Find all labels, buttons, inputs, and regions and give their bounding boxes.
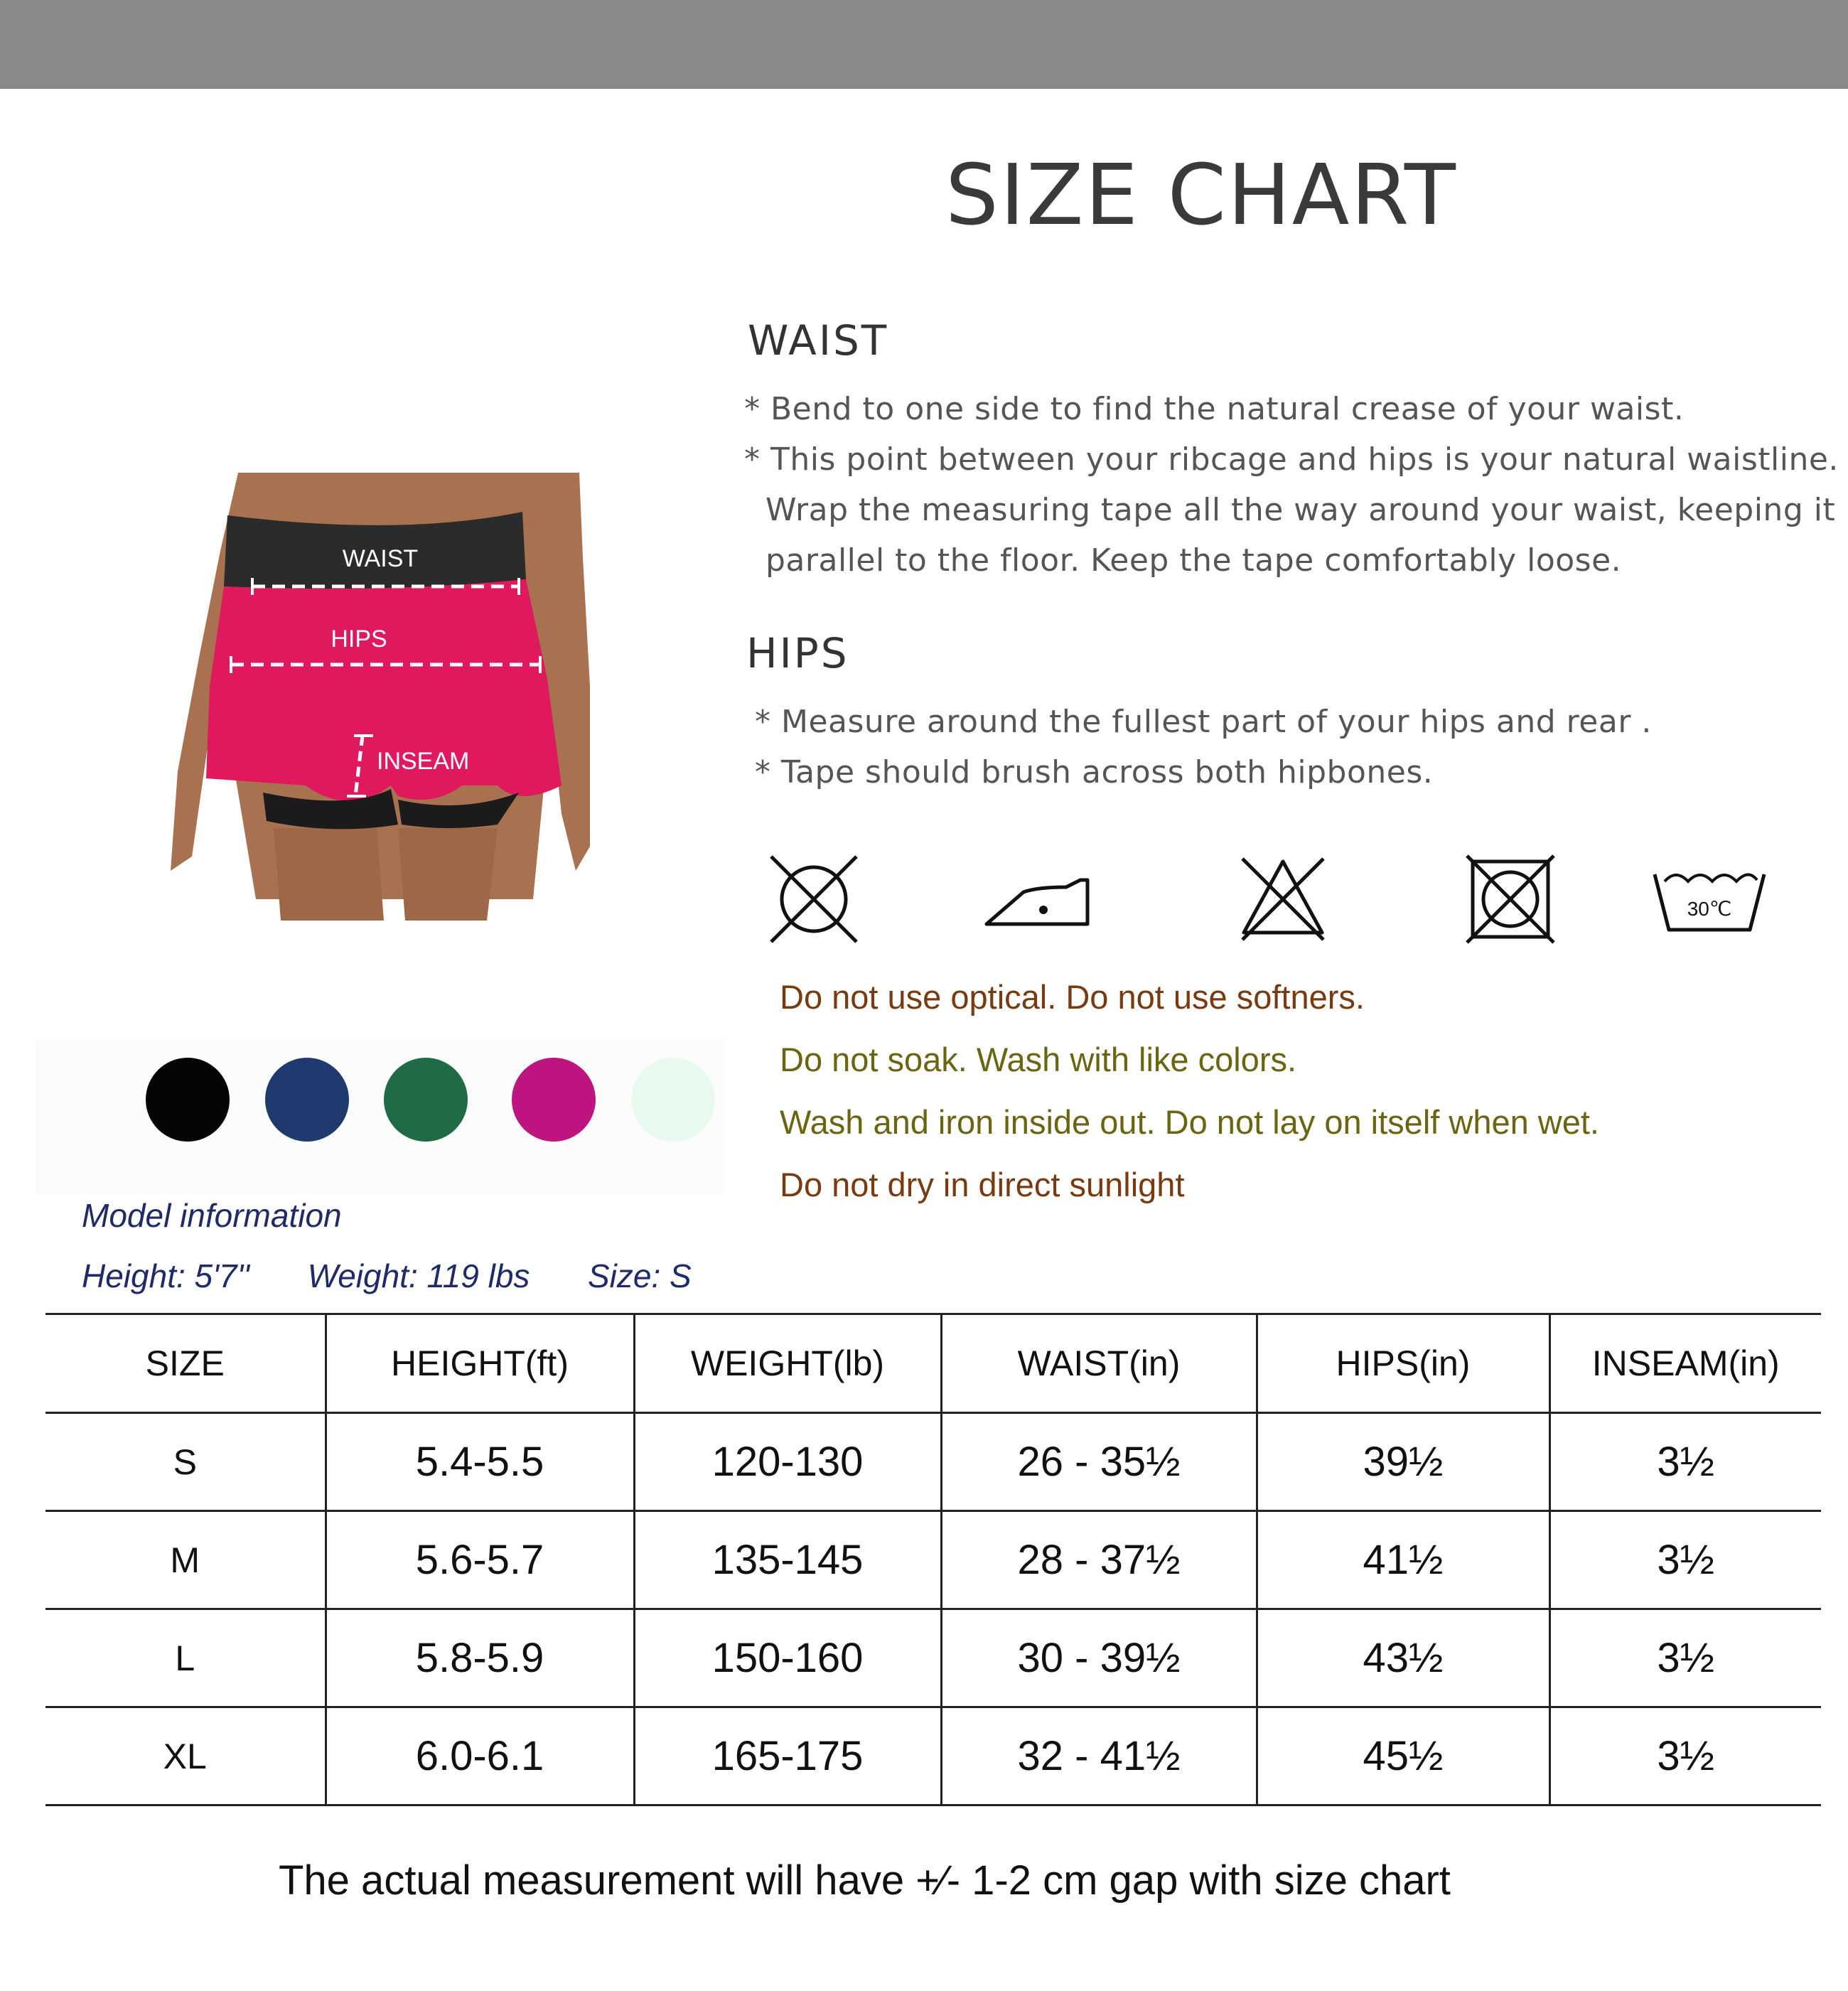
hips-line: * Tape should brush across both hipbones. bbox=[755, 754, 1434, 790]
page-title: SIZE CHART bbox=[945, 146, 1457, 244]
waist-heading: WAIST bbox=[748, 316, 889, 365]
do-not-bleach-icon bbox=[1237, 853, 1329, 945]
table-cell: M bbox=[45, 1511, 326, 1609]
waist-line: * This point between your ribcage and hips is your natural waistline. bbox=[744, 441, 1839, 478]
table-row bbox=[45, 1707, 1821, 1805]
right-leg bbox=[398, 828, 498, 921]
care-line-2: Do not soak. Wash with like colors. bbox=[780, 1041, 1297, 1078]
care-icons-row bbox=[768, 853, 1777, 952]
inseam-figure-label: INSEAM bbox=[377, 748, 470, 775]
table-cell: 30 - 39½ bbox=[941, 1609, 1257, 1707]
do-not-wash-icon bbox=[768, 853, 860, 945]
table-row bbox=[45, 1413, 1821, 1511]
table-cell: 3½ bbox=[1549, 1707, 1821, 1805]
color-swatch-magenta[interactable] bbox=[512, 1058, 596, 1142]
table-header-row bbox=[45, 1314, 1821, 1413]
table-cell: 6.0-6.1 bbox=[326, 1707, 634, 1805]
table-cell: 150-160 bbox=[634, 1609, 941, 1707]
table-cell: 135-145 bbox=[634, 1511, 941, 1609]
table-row bbox=[45, 1609, 1821, 1707]
table-cell: 3½ bbox=[1549, 1511, 1821, 1609]
color-swatch-navy[interactable] bbox=[265, 1058, 349, 1142]
table-cell: 41½ bbox=[1257, 1511, 1549, 1609]
waist-instructions bbox=[744, 384, 1839, 586]
hips-figure-label: HIPS bbox=[331, 626, 387, 653]
left-leg bbox=[274, 828, 384, 921]
table-header-cell: INSEAM(in) bbox=[1549, 1314, 1821, 1413]
color-swatch-green[interactable] bbox=[384, 1058, 468, 1142]
color-swatch-mint[interactable] bbox=[631, 1058, 715, 1142]
model-info-heading: Model information bbox=[82, 1197, 342, 1234]
shorts-figure bbox=[163, 473, 590, 921]
table-row bbox=[45, 1511, 1821, 1609]
wash-30-icon bbox=[1649, 853, 1770, 945]
model-info-details bbox=[82, 1257, 692, 1295]
table-cell: 3½ bbox=[1549, 1609, 1821, 1707]
wash-temp-label: 30℃ bbox=[1687, 898, 1732, 920]
waist-figure-label: WAIST bbox=[342, 545, 419, 572]
top-banner bbox=[0, 0, 1848, 89]
table-cell: 32 - 41½ bbox=[941, 1707, 1257, 1805]
table-header-cell: HIPS(in) bbox=[1257, 1314, 1549, 1413]
model-weight: Weight: 119 lbs bbox=[307, 1257, 530, 1294]
table-cell: XL bbox=[45, 1707, 326, 1805]
table-cell: 28 - 37½ bbox=[941, 1511, 1257, 1609]
table-cell: 26 - 35½ bbox=[941, 1413, 1257, 1511]
table-header-cell: HEIGHT(ft) bbox=[326, 1314, 634, 1413]
table-header-cell: SIZE bbox=[45, 1314, 326, 1413]
hips-instructions bbox=[755, 697, 1652, 798]
table-cell: S bbox=[45, 1413, 326, 1511]
iron-low-icon bbox=[981, 853, 1095, 945]
table-header-cell: WEIGHT(lb) bbox=[634, 1314, 941, 1413]
table-cell: 43½ bbox=[1257, 1609, 1549, 1707]
swatch-panel bbox=[36, 1038, 725, 1194]
model-size: Size: S bbox=[588, 1257, 692, 1294]
waist-line: Wrap the measuring tape all the way around your waist, keeping it bbox=[765, 492, 1836, 528]
waist-line: parallel to the floor. Keep the tape comfortably loose. bbox=[765, 542, 1622, 579]
measurement-footnote: The actual measurement will have +⁄- 1-2 cm gap with size chart bbox=[279, 1857, 1451, 1904]
size-table bbox=[45, 1313, 1821, 1806]
care-line-3: Wash and iron inside out. Do not lay on itself when wet. bbox=[780, 1103, 1599, 1141]
hips-line: * Measure around the fullest part of your hips and rear . bbox=[755, 704, 1652, 740]
waist-line: * Bend to one side to find the natural crease of your waist. bbox=[744, 391, 1685, 427]
table-header-cell: WAIST(in) bbox=[941, 1314, 1257, 1413]
model-height: Height: 5'7'' bbox=[82, 1257, 250, 1294]
table-cell: 120-130 bbox=[634, 1413, 941, 1511]
care-line-1: Do not use optical. Do not use softners. bbox=[780, 978, 1365, 1016]
table-cell: 3½ bbox=[1549, 1413, 1821, 1511]
table-cell: 165-175 bbox=[634, 1707, 941, 1805]
table-cell: L bbox=[45, 1609, 326, 1707]
table-cell: 5.6-5.7 bbox=[326, 1511, 634, 1609]
table-cell: 5.4-5.5 bbox=[326, 1413, 634, 1511]
hips-heading: HIPS bbox=[746, 629, 849, 677]
care-line-4: Do not dry in direct sunlight bbox=[780, 1166, 1185, 1203]
do-not-tumble-dry-icon bbox=[1464, 853, 1557, 945]
table-cell: 45½ bbox=[1257, 1707, 1549, 1805]
table-cell: 5.8-5.9 bbox=[326, 1609, 634, 1707]
table-cell: 39½ bbox=[1257, 1413, 1549, 1511]
color-swatch-black[interactable] bbox=[146, 1058, 230, 1142]
